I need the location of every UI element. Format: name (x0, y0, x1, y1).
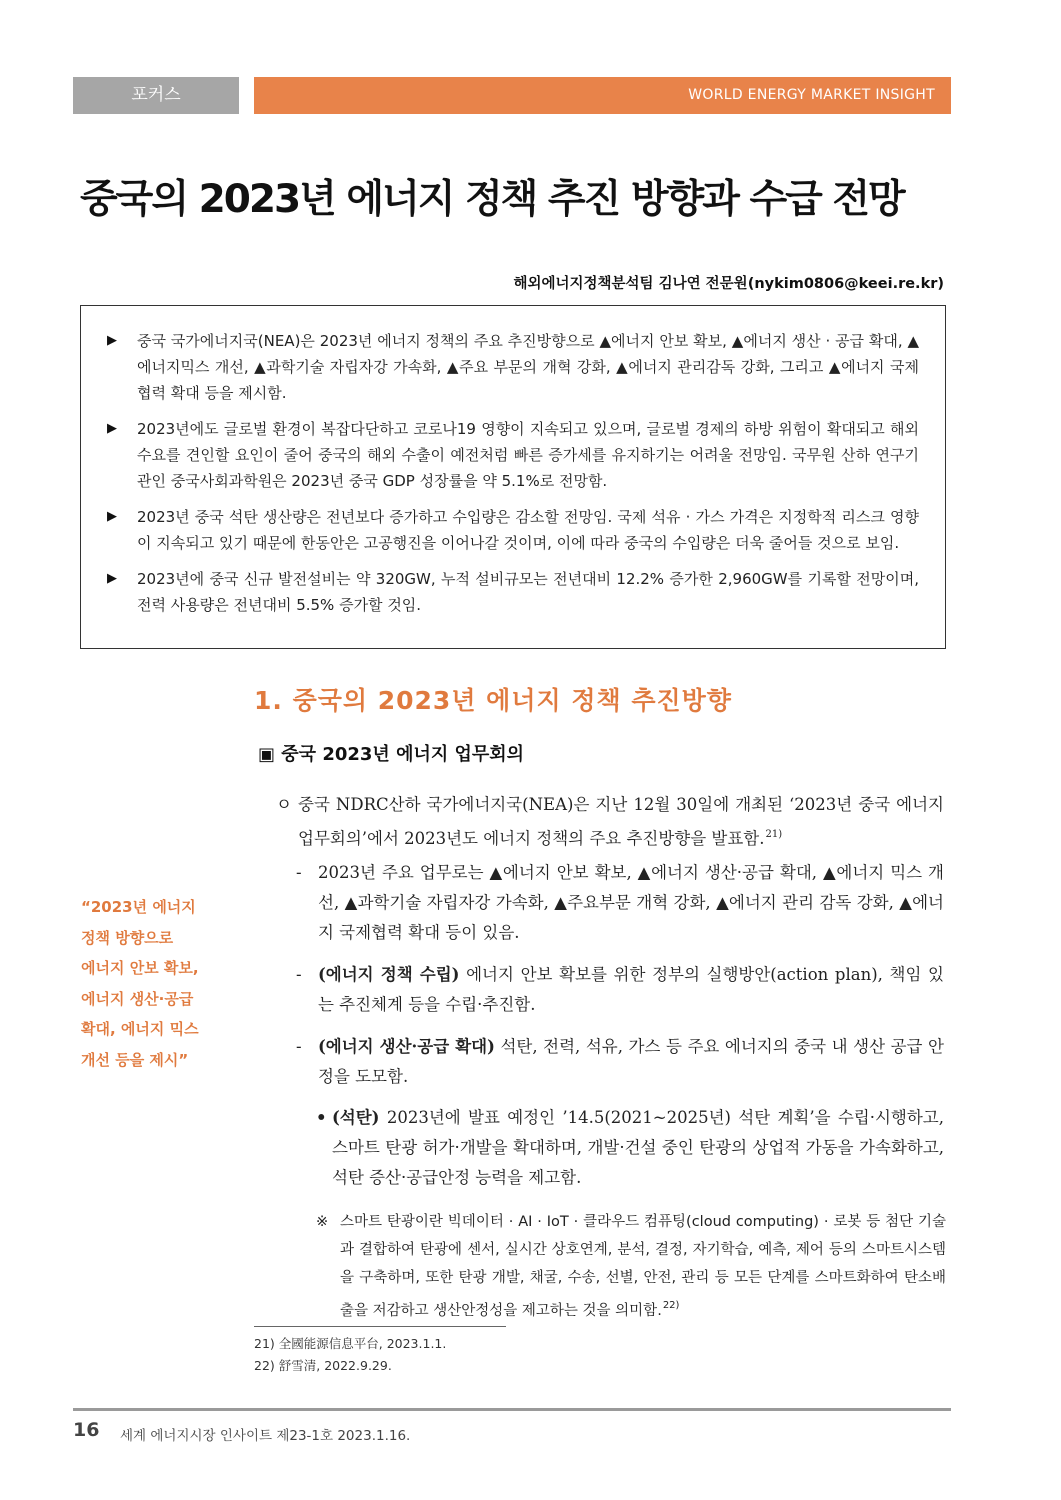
article-author: 해외에너지정책분석팀 김나연 전문원(nykim0806@keei.re.kr) (513, 276, 944, 292)
pull-quote-line: 에너지 생산·공급 (81, 989, 194, 1008)
subsection-heading: ▣ 중국 2023년 에너지 업무회의 (258, 744, 525, 765)
pull-quote (81, 892, 231, 1075)
pull-quote-line: 에너지 안보 확보, (81, 959, 199, 977)
publication-info: 세계 에너지시장 인사이트 제23-1호 2023.1.16. (120, 1428, 411, 1444)
dash-marker: - (296, 863, 302, 882)
footnote: 21) 全國能源信息平台, 2023.1.1. (254, 1336, 447, 1351)
arrow-bullet-icon: ▶ (107, 571, 117, 586)
dash-marker: - (296, 965, 302, 984)
dash-marker: - (296, 1037, 302, 1056)
arrow-bullet-icon: ▶ (107, 333, 117, 348)
footnote-ref[interactable]: 22) (662, 1300, 680, 1311)
summary-item-text: 2023년 중국 석탄 생산량은 전년보다 증가하고 수입량은 감소할 전망임. 국제 석유 · 가스 가격은 지정학적 리스크 영향이 지속되고 있기 때문에 한동안은 고공행진을 이어나갈 것이며, 이에 따라 중국의 수입량은 더욱 줄어들 것으로 보임. (137, 508, 919, 552)
footnote-ref[interactable]: 21) (765, 829, 783, 840)
footnotes (254, 1333, 446, 1377)
footnote: 22) 舒雪清, 2022.9.29. (254, 1358, 392, 1373)
dash-item (296, 960, 944, 1020)
summary-item-text: 중국 국가에너지국(NEA)은 2023년 에너지 정책의 주요 추진방향으로 ▲에너지 안보 확보, ▲에너지 생산 · 공급 확대, ▲에너지믹스 개선, ▲과학기술 자립자강 가속화, ▲주요 부문의 개혁 강화, ▲에너지 관리감독 강화, 그리고 ▲에너지 국제협력 확대 등을 제시함. (137, 332, 919, 402)
summary-item (107, 504, 919, 556)
section-tag: 포커스 (73, 77, 239, 114)
summary-box (80, 305, 946, 649)
circle-bullet-icon: ㅇ (276, 795, 292, 814)
dash-item (296, 1032, 944, 1092)
intro-text: 중국 NDRC산하 국가에너지국(NEA)은 지난 12월 30일에 개최된 ‘2023년 중국 에너지 업무회의’에서 2023년도 에너지 정책의 주요 추진방향을 발표함. (298, 795, 944, 848)
footer-divider (73, 1408, 951, 1411)
summary-item (107, 566, 919, 618)
dash-item (296, 858, 944, 948)
summary-item-text: 2023년에도 글로벌 환경이 복잡다단하고 코로나19 영향이 지속되고 있으며, 글로벌 경제의 하방 위험이 확대되고 해외 수요를 견인할 요인이 줄어 중국의 해외 수출이 예전처럼 빠른 증가세를 유지하기는 어려울 전망임. 국무원 산하 연구기관인 중국사회과학원은 2023년 중국 GDP 성장률을 약 5.1%로 전망함. (137, 420, 919, 490)
dash-item-lead: (에너지 생산·공급 확대) (318, 1037, 495, 1056)
dash-item-text: 2023년 주요 업무로는 ▲에너지 안보 확보, ▲에너지 생산·공급 확대, ▲에너지 믹스 개선, ▲과학기술 자립자강 가속화, ▲주요부문 개혁 강화, ▲에너지 관리 감독 강화, ▲에너지 국제협력 확대 등이 있음. (318, 863, 944, 942)
series-banner: WORLD ENERGY MARKET INSIGHT (254, 77, 951, 114)
pull-quote-line: 확대, 에너지 믹스 (81, 1020, 199, 1038)
summary-item (107, 416, 919, 494)
summary-item-text: 2023년에 중국 신규 발전설비는 약 320GW, 누적 설비규모는 전년대비 12.2% 증가한 2,960GW를 기록할 전망이며, 전력 사용량은 전년대비 5.5% 증가할 것임. (137, 570, 919, 614)
article-title: 중국의 2023년 에너지 정책 추진 방향과 수급 전망 (80, 177, 904, 222)
dot-bullet-icon: • (316, 1108, 327, 1127)
arrow-bullet-icon: ▶ (107, 421, 117, 436)
section-heading: 1. 중국의 2023년 에너지 정책 추진방향 (254, 686, 732, 715)
bullet-item-text: 2023년에 발표 예정인 ’14.5(2021~2025년) 석탄 계획’을 수립·시행하고, 스마트 탄광 허가·개발을 확대하며, 개발·건설 중인 탄광의 상업적 가동을 가속화하고, 석탄 증산·공급안정 능력을 제고함. (332, 1108, 944, 1187)
note-text: 스마트 탄광이란 빅데이터 · AI · IoT · 클라우드 컴퓨팅(cloud computing) · 로봇 등 첨단 기술과 결합하여 탄광에 센서, 실시간 상호연계, 분석, 결정, 자기학습, 예측, 제어 등의 스마트시스템을 구축하며, 또한 탄광 개발, 채굴, 수송, 선별, 안전, 관리 등 모든 단계를 스마트화하여 탄소배출을 저감하고 생산안정성을 제고하는 것을 의미함. (340, 1214, 946, 1319)
dash-item-text: 에너지 안보 확보를 위한 정부의 실행방안(action plan), 책임 있는 추진체계 등을 수립·추진함. (318, 965, 944, 1014)
dash-item-lead: (에너지 정책 수립) (318, 965, 460, 984)
bullet-item-lead: (석탄) (332, 1108, 380, 1127)
pull-quote-line: “2023년 에너지 (81, 898, 196, 916)
dash-item-text: 석탄, 전력, 석유, 가스 등 주요 에너지의 중국 내 생산 공급 안정을 도모함. (318, 1037, 944, 1086)
page-number: 16 (73, 1419, 100, 1441)
summary-item (107, 328, 919, 406)
pull-quote-line: 개선 등을 제시” (81, 1050, 189, 1069)
pull-quote-line: 정책 방향으로 (81, 928, 174, 947)
footnote-divider (254, 1326, 506, 1327)
reference-mark-icon: ※ (316, 1214, 329, 1230)
note-paragraph (316, 1208, 946, 1325)
intro-paragraph (276, 790, 944, 854)
arrow-bullet-icon: ▶ (107, 509, 117, 524)
bullet-item (316, 1103, 944, 1193)
